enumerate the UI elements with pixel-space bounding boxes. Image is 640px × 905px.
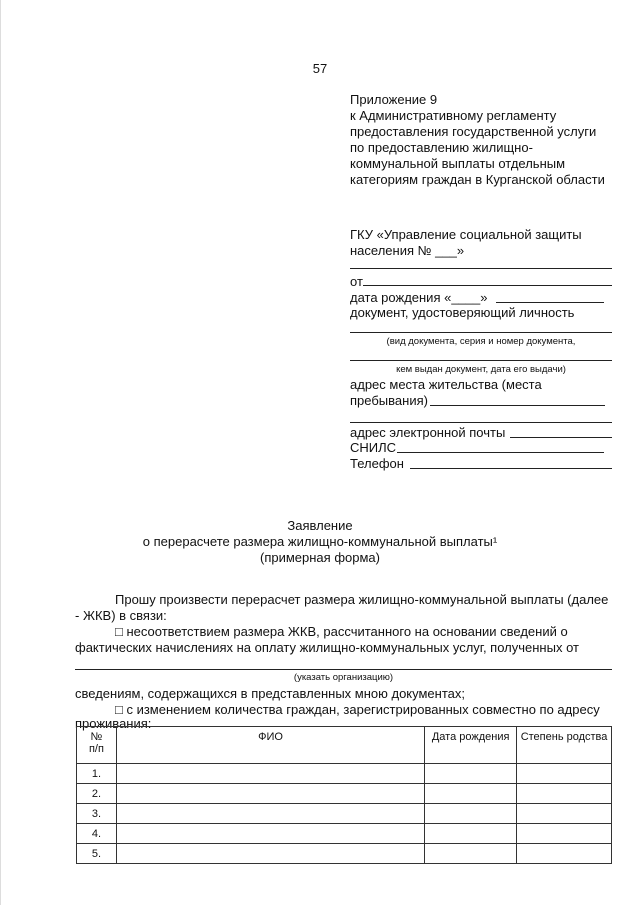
- birthdate-label: дата рождения «____»: [350, 290, 488, 305]
- fio-cell[interactable]: [116, 824, 424, 844]
- blank-line[interactable]: [350, 268, 612, 269]
- page-number: 57: [312, 61, 328, 76]
- row-number: 5.: [77, 844, 117, 864]
- option2-line2: проживания:: [75, 716, 152, 731]
- dob-cell[interactable]: [425, 844, 517, 864]
- addressee-line2: населения № ___»: [350, 243, 465, 258]
- id-doc-label: документ, удостоверяющий личность: [350, 305, 575, 320]
- table-row: [77, 804, 612, 824]
- id-doc-hint: (вид документа, серия и номер документа,: [386, 336, 576, 347]
- snils-label: СНИЛС: [350, 440, 397, 455]
- body-p1-line1: Прошу произвести перерасчет размера жилищно-коммунальной выплаты (далее: [115, 592, 609, 607]
- fio-cell[interactable]: [116, 784, 424, 804]
- org-field-line[interactable]: [75, 669, 612, 670]
- table-row: [77, 764, 612, 784]
- appendix-line: по предоставлению жилищно-: [350, 140, 533, 155]
- birthdate-field-line[interactable]: [496, 302, 604, 303]
- doc-subtitle: о перерасчете размера жилищно-коммунальной выплаты¹: [142, 534, 498, 549]
- relation-cell[interactable]: [517, 804, 612, 824]
- appendix-line: категориям граждан в Курганской области: [350, 172, 605, 187]
- fio-cell[interactable]: [116, 804, 424, 824]
- relation-cell[interactable]: [517, 784, 612, 804]
- relation-cell[interactable]: [517, 844, 612, 864]
- dob-cell[interactable]: [425, 804, 517, 824]
- addressee: [350, 227, 630, 259]
- email-label: адрес электронной почты: [350, 425, 506, 440]
- relation-cell[interactable]: [517, 824, 612, 844]
- address-field-line-2[interactable]: [350, 422, 612, 423]
- appendix-header: [350, 92, 630, 188]
- row-number: 2.: [77, 784, 117, 804]
- appendix-line: Приложение 9: [350, 92, 438, 107]
- id-doc-field-line[interactable]: [350, 332, 612, 333]
- addressee-line1: ГКУ «Управление социальной защиты: [350, 227, 582, 242]
- option2-line1[interactable]: □ с изменением количества граждан, зарегистрированных совместно по адресу: [115, 702, 600, 717]
- body-p1-line2: - ЖКВ) в связи:: [75, 608, 167, 623]
- issued-field-line[interactable]: [350, 360, 612, 361]
- dob-cell[interactable]: [425, 824, 517, 844]
- col-number-header: № п/п: [77, 727, 117, 764]
- col-dob-header: Дата рождения: [425, 727, 517, 764]
- address-field-line[interactable]: [430, 405, 605, 406]
- doc-form-note: (примерная форма): [260, 550, 380, 565]
- option1-line1[interactable]: □ несоответствием размера ЖКВ, рассчитанного на основании сведений о: [115, 624, 568, 639]
- phone-field-line[interactable]: [410, 468, 612, 469]
- snils-field-line[interactable]: [397, 452, 604, 453]
- col-relation-header: Степень родства: [517, 727, 612, 764]
- relation-cell[interactable]: [517, 764, 612, 784]
- email-field-line[interactable]: [510, 437, 612, 438]
- col-fio-header: ФИО: [116, 727, 424, 764]
- address-label-2: пребывания): [350, 393, 428, 408]
- dob-cell[interactable]: [425, 784, 517, 804]
- table-row: [77, 824, 612, 844]
- household-table: [76, 726, 612, 864]
- option1-line3: сведениям, содержащихся в представленных мною документах;: [75, 686, 465, 701]
- row-number: 1.: [77, 764, 117, 784]
- fio-cell[interactable]: [116, 844, 424, 864]
- issued-hint: кем выдан документ, дата его выдачи): [396, 364, 566, 375]
- page-edge: [0, 0, 1, 905]
- org-hint: (указать организацию): [293, 672, 394, 683]
- appendix-line: к Административному регламенту: [350, 108, 557, 123]
- dob-cell[interactable]: [425, 764, 517, 784]
- row-number: 3.: [77, 804, 117, 824]
- table-row: [77, 784, 612, 804]
- row-number: 4.: [77, 824, 117, 844]
- appendix-line: коммунальной выплаты отдельным: [350, 156, 566, 171]
- phone-label: Телефон: [350, 456, 404, 471]
- from-label: от: [350, 274, 363, 289]
- table-header-row: [77, 727, 612, 764]
- option1-line2: фактических начислениях на оплату жилищно-коммунальных услуг, полученных от: [75, 640, 579, 655]
- fio-cell[interactable]: [116, 764, 424, 784]
- from-field-line[interactable]: [362, 285, 612, 286]
- address-label-1: адрес места жительства (места: [350, 377, 542, 392]
- doc-title: Заявление: [287, 518, 353, 533]
- table-row: [77, 844, 612, 864]
- appendix-line: предоставления государственной услуги: [350, 124, 597, 139]
